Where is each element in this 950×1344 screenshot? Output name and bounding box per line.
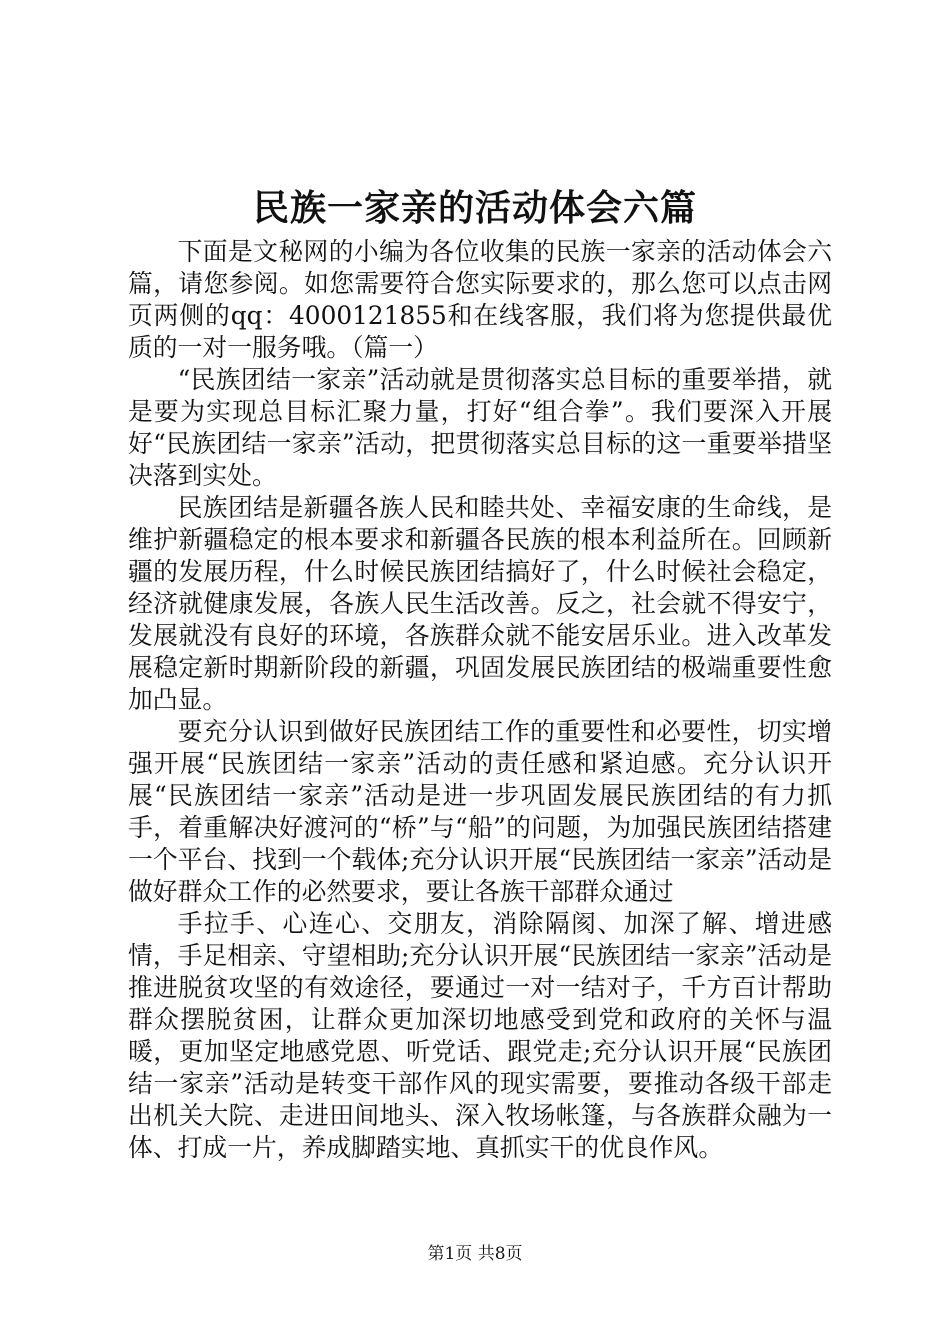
paragraph-intro: 下面是文秘网的小编为各位收集的民族一家亲的活动体会六篇，请您参阅。如您需要符合您实际要求的，那么您可以点击网页两侧的qq：4000121855和在线客服，我们将为您提供最优质的一对一服务哦。（篇一） [128, 237, 832, 362]
page-number-footer: 第1页 共8页 [427, 1244, 523, 1264]
document-body [128, 236, 832, 1164]
paragraph-4: 手拉手、心连心、交朋友，消除隔阂、加深了解、增进感情，手足相亲、守望相助;充分认识开展“民族团结一家亲”活动是推进脱贫攻坚的有效途径，要通过一对一结对子，千方百计帮助群众摆脱贫困，让群众更加深切地感受到党和政府的关怀与温暖，更加坚定地感党恩、听党话、跟党走;充分认识开展“民族团结一家亲”活动是转变干部作风的现实需要，要推动各级干部走出机关大院、走进田间地头、深入牧场帐篷，与各族群众融为一体、打成一片，养成脚踏实地、真抓实干的优良作风。 [128, 909, 832, 1162]
paragraph-1: “民族团结一家亲”活动就是贯彻落实总目标的重要举措，就是要为实现总目标汇聚力量，打好“组合拳”。我们要深入开展好“民族团结一家亲”活动，把贯彻落实总目标的这一重要举措坚决落到实处。 [128, 365, 832, 490]
paragraph-2: 民族团结是新疆各族人民和睦共处、幸福安康的生命线，是维护新疆稳定的根本要求和新疆各民族的根本利益所在。回顾新疆的发展历程，什么时候民族团结搞好了，什么时候社会稳定，经济就健康发展，各族人民生活改善。反之，社会就不得安宁，发展就没有良好的环境，各族群众就不能安居乐业。进入改革发展稳定新时期新阶段的新疆，巩固发展民族团结的极端重要性愈加凸显。 [128, 493, 832, 714]
document-title: 民族一家亲的活动体会六篇 [252, 187, 697, 229]
paragraph-3: 要充分认识到做好民族团结工作的重要性和必要性，切实增强开展“民族团结一家亲”活动的责任感和紧迫感。充分认识开展“民族团结一家亲”活动是进一步巩固发展民族团结的有力抓手，着重解决好渡河的“桥”与“船”的问题，为加强民族团结搭建一个平台、找到一个载体;充分认识开展“民族团结一家亲”活动是做好群众工作的必然要求，要让各族干部群众通过 [128, 717, 832, 906]
